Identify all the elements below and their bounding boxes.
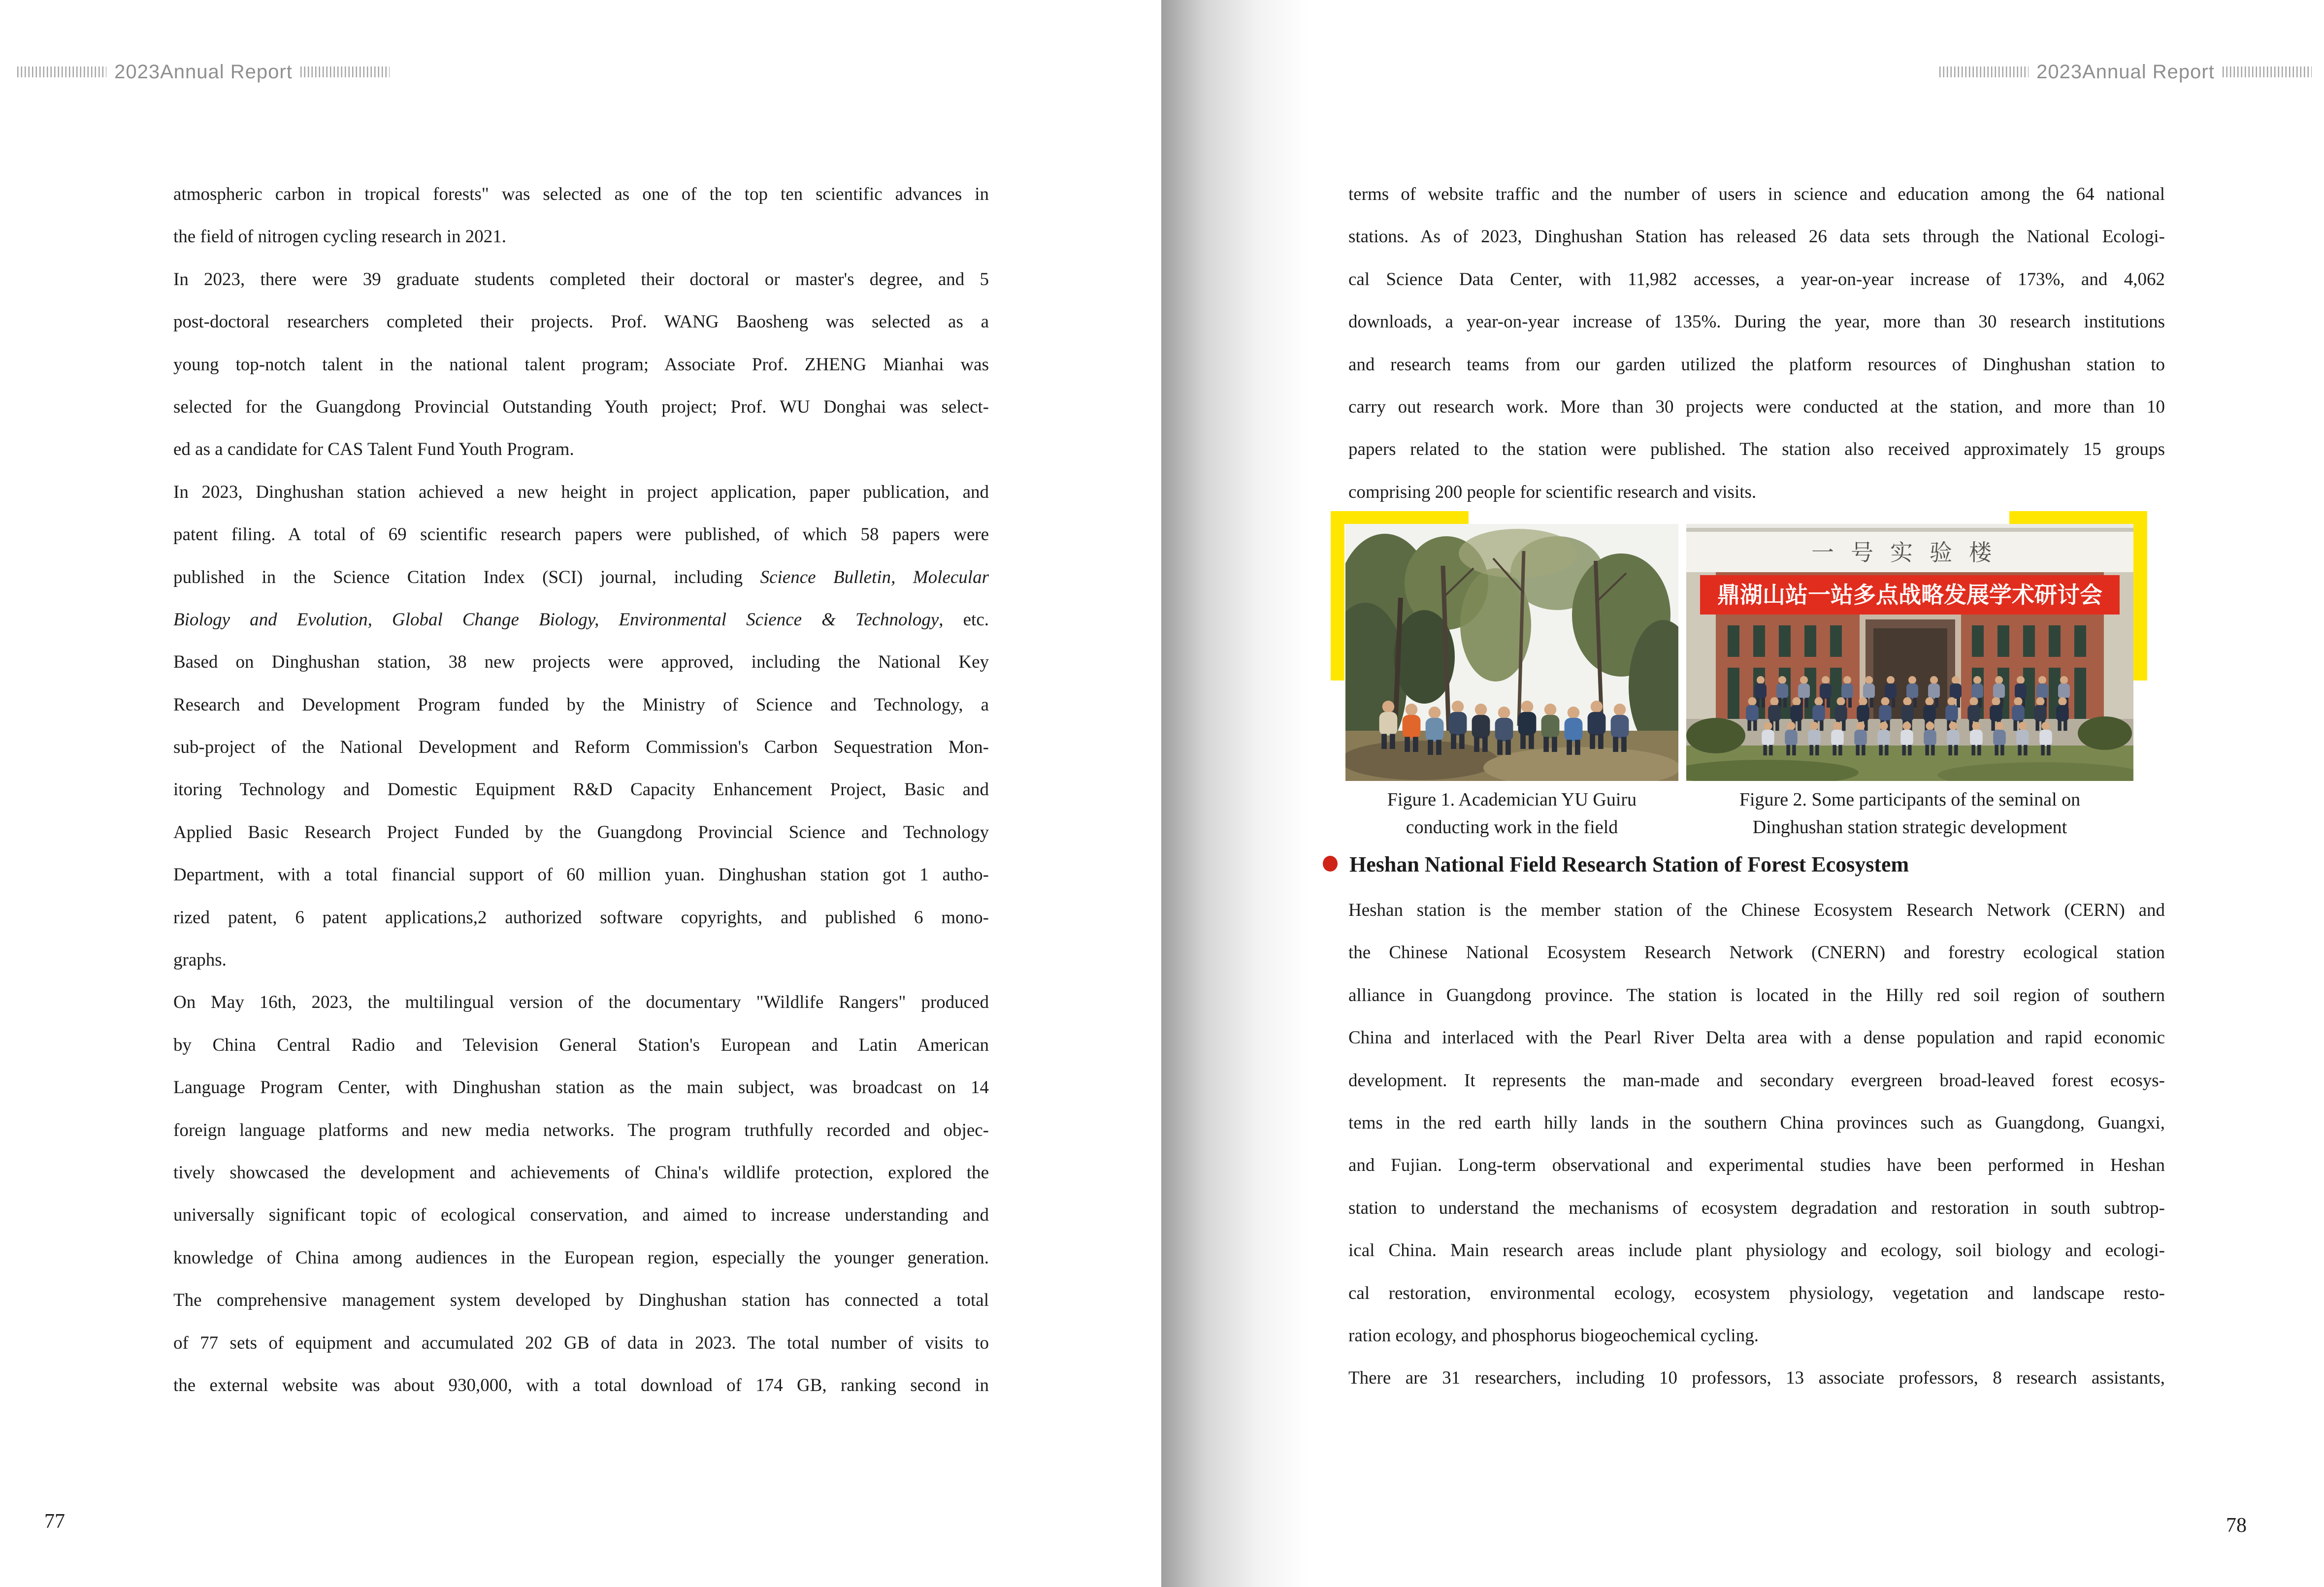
figure-1-caption <box>1345 786 1678 841</box>
text-line: rized patent, 6 patent applications,2 authorized software copyrights, and published 6 mono- <box>173 907 989 928</box>
caption-line: Figure 2. Some participants of the seminal on <box>1739 789 2081 810</box>
text-line: graphs. <box>173 950 227 971</box>
text-line: development. It represents the man-made and secondary evergreen broad-leaved forest ecosys- <box>1348 1070 2165 1091</box>
text-line: ed as a candidate for CAS Talent Fund Youth Program. <box>173 439 574 460</box>
text-line: young top-notch talent in the national talent program; Associate Prof. ZHENG Mianhai was <box>173 354 989 375</box>
page-header <box>1939 58 2312 86</box>
section-heading: Heshan National Field Research Station of Forest Ecosystem <box>1349 852 1909 876</box>
text-line: ical China. Main research areas include plant physiology and ecology, soil biology and ecologi- <box>1348 1240 2165 1261</box>
report-title: 2023Annual Report <box>114 61 293 83</box>
figure-accent-yellow <box>1331 511 1469 524</box>
text-line: alliance in Guangdong province. The station is located in the Hilly red soil region of southern <box>1348 985 2165 1005</box>
text-line: On May 16th, 2023, the multilingual version of the documentary "Wildlife Rangers" produced <box>173 992 989 1013</box>
text-line: ration ecology, and phosphorus biogeochemical cycling. <box>1348 1325 1759 1346</box>
text-line: tively showcased the development and achievements of China's wildlife protection, explored the <box>173 1162 989 1183</box>
text-line: station to understand the mechanisms of ecosystem degradation and restoration in south subtrop- <box>1348 1198 2165 1218</box>
text-line: cal restoration, environmental ecology, ecosystem physiology, vegetation and landscape resto- <box>1348 1283 2165 1303</box>
header-rule-dashes <box>300 66 390 77</box>
text-line: Based on Dinghushan station, 38 new projects were approved, including the National Key <box>173 652 989 673</box>
caption-line: conducting work in the field <box>1406 817 1618 838</box>
report-title: 2023Annual Report <box>2036 61 2215 83</box>
text-line: tems in the red earth hilly lands in the southern China provinces such as Guangdong, Guangxi, <box>1348 1112 2165 1133</box>
figure-accent-yellow <box>2133 511 2147 680</box>
text-line: stations. As of 2023, Dinghushan Station has released 26 data sets through the National Ecologi- <box>1348 227 2165 247</box>
figure-accent-yellow <box>2009 511 2147 524</box>
text-line: patent filing. A total of 69 scientific research papers were published, of which 58 papers were <box>173 524 989 545</box>
header-rule-dashes <box>17 66 106 77</box>
text-line: Language Program Center, with Dinghushan station as the main subject, was broadcast on 14 <box>173 1077 989 1098</box>
text-line: Department, with a total financial support of 60 million yuan. Dinghushan station got 1 autho- <box>173 865 989 885</box>
seminar-banner-text: 鼎湖山站一站多点战略发展学术研讨会 <box>1717 583 2102 608</box>
text-line: carry out research work. More than 30 projects were conducted at the station, and more than 10 <box>1348 396 2165 417</box>
text-line: itoring Technology and Domestic Equipment R&D Capacity Enhancement Project, Basic and <box>173 779 989 800</box>
caption-line: Figure 1. Academician YU Guiru <box>1387 789 1637 810</box>
body-text-column <box>1348 173 2165 514</box>
text-line: the field of nitrogen cycling research in 2021. <box>173 227 507 247</box>
text-line: downloads, a year-on-year increase of 135%. During the year, more than 30 research institutions <box>1348 312 2165 332</box>
text-line: published in the Science Citation Index (SCI) journal, including Science Bulletin, Molecular <box>173 567 989 587</box>
text-line: Heshan station is the member station of the Chinese Ecosystem Research Network (CERN) and <box>1348 900 2165 920</box>
text-line: of 77 sets of equipment and accumulated 202 GB of data in 2023. The total number of visits to <box>173 1332 989 1353</box>
text-line: knowledge of China among audiences in the European region, especially the younger generation. <box>173 1247 989 1268</box>
caption-line: Dinghushan station strategic development <box>1752 817 2067 838</box>
text-line: papers related to the station were published. The station also received approximately 15 groups <box>1348 439 2165 460</box>
text-line: the external website was about 930,000, with a total download of 174 GB, ranking second in <box>173 1375 989 1395</box>
page-right <box>1162 0 2324 1587</box>
figure-1-photo <box>1345 524 1678 781</box>
figure-2-caption <box>1686 786 2133 841</box>
text-line: The comprehensive management system developed by Dinghushan station has connected a total <box>173 1290 989 1311</box>
text-line: foreign language platforms and new media networks. The program truthfully recorded and objec- <box>173 1120 989 1140</box>
body-text-column <box>1348 889 2165 1400</box>
figure-2-photo <box>1686 524 2133 781</box>
text-line: sub-project of the National Development and Reform Commission's Carbon Sequestration Mon- <box>173 737 989 758</box>
text-line: terms of website traffic and the number of users in science and education among the 64 national <box>1348 184 2165 204</box>
text-line: Research and Development Program funded by the Ministry of Science and Technology, a <box>173 694 989 715</box>
text-line: by China Central Radio and Television General Station's European and Latin American <box>173 1035 989 1055</box>
figure-accent-yellow <box>1331 511 1344 680</box>
text-line: the Chinese National Ecosystem Research Network (CNERN) and forestry ecological station <box>1348 942 2165 963</box>
page-number: 77 <box>44 1510 65 1533</box>
text-line: post-doctoral researchers completed their projects. Prof. WANG Baosheng was selected as a <box>173 312 989 332</box>
text-line: selected for the Guangdong Provincial Outstanding Youth project; Prof. WU Donghai was select- <box>173 396 989 417</box>
text-line: and research teams from our garden utilized the platform resources of Dinghushan station to <box>1348 354 2165 375</box>
text-line: China and interlaced with the Pearl River Delta area with a dense population and rapid economic <box>1348 1028 2165 1048</box>
text-line: In 2023, there were 39 graduate students completed their doctoral or master's degree, and 5 <box>173 269 989 290</box>
text-line: universally significant topic of ecological conservation, and aimed to increase understanding and <box>173 1205 989 1226</box>
text-line: atmospheric carbon in tropical forests" was selected as one of the top ten scientific advances in <box>173 184 989 204</box>
page-number: 78 <box>2226 1514 2247 1537</box>
text-line: cal Science Data Center, with 11,982 accesses, a year-on-year increase of 173%, and 4,062 <box>1348 269 2165 290</box>
text-line: Biology and Evolution, Global Change Biology, Environmental Science & Technology, etc. <box>173 609 989 630</box>
section-bullet-icon <box>1323 856 1338 872</box>
building-sign: 一号实验楼 <box>1811 540 2008 565</box>
header-rule-dashes <box>2223 66 2312 77</box>
page-header <box>17 58 390 86</box>
body-text-column <box>173 173 989 1407</box>
text-line: There are 31 researchers, including 10 professors, 13 associate professors, 8 research assistants, <box>1348 1368 2165 1389</box>
header-rule-dashes <box>1939 66 2029 77</box>
text-line: In 2023, Dinghushan station achieved a new height in project application, paper publication, and <box>173 482 989 502</box>
text-line: and Fujian. Long-term observational and experimental studies have been performed in Heshan <box>1348 1155 2165 1176</box>
text-line: comprising 200 people for scientific research and visits. <box>1348 482 1757 502</box>
text-line: Applied Basic Research Project Funded by the Guangdong Provincial Science and Technology <box>173 822 989 842</box>
